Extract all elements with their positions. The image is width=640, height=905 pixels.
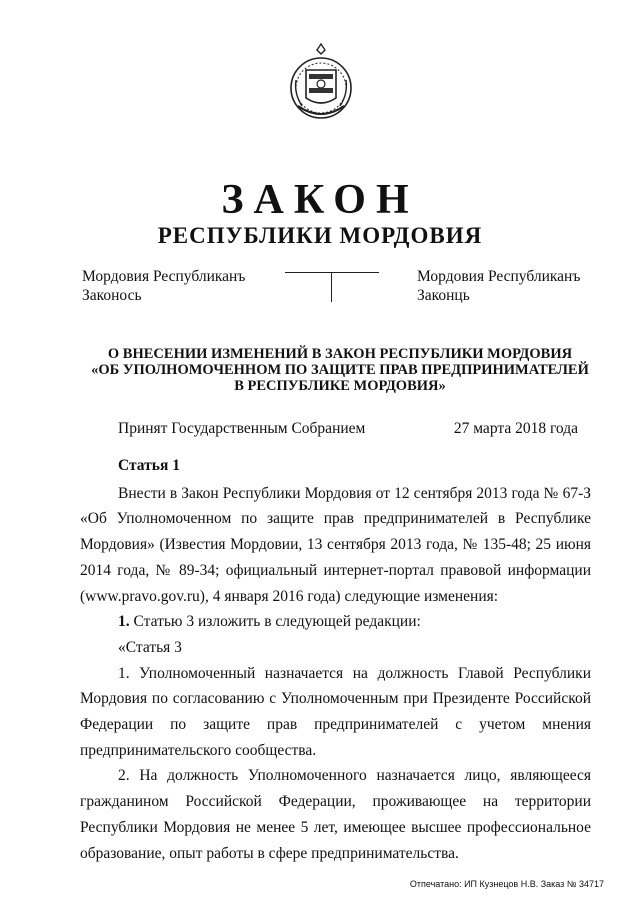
article-heading: Статья 1 bbox=[118, 457, 180, 474]
item-1-text: Статью 3 изложить в следующей редакции: bbox=[133, 613, 421, 631]
header-left-line-1: Мордовия Республиканъ bbox=[82, 268, 246, 285]
adopted-by: Принят Государственным Собранием bbox=[118, 420, 366, 437]
law-title: ЗАКОН bbox=[221, 177, 419, 223]
document-body bbox=[80, 453, 591, 866]
item-1-number: 1. bbox=[118, 613, 130, 631]
quoted-article-heading: «Статья 3 bbox=[118, 638, 182, 656]
paragraph-2: 2. На должность Уполномоченного назначается лицо, являющееся гражданином Российской Федерации, проживающее на территории Республики Мордовия не менее 5 лет, имеющее высшее профессиональное образование, опыт работы в сфере предпринимательства. bbox=[80, 767, 591, 862]
law-subtitle: РЕСПУБЛИКИ МОРДОВИЯ bbox=[157, 223, 483, 248]
print-footer: Отпечатано: ИП Кузнецов Н.В. Заказ № 34717 bbox=[409, 879, 604, 889]
paragraph-1: 1. Уполномоченный назначается на должность Главой Республики Мордовия по согласованию с Уполномоченным при Президенте Российской Федерации по защите прав предпринимателей с учетом мнения предпринимательского сообщества. bbox=[80, 664, 591, 759]
coat-of-arms-emblem bbox=[284, 40, 358, 126]
adopted-date: 27 марта 2018 года bbox=[453, 420, 578, 437]
document-title-line-2: «ОБ УПОЛНОМОЧЕННОМ ПО ЗАЩИТЕ ПРАВ ПРЕДПРИНИМАТЕЛЕЙ bbox=[91, 362, 589, 378]
header-right-erzya bbox=[417, 267, 580, 305]
header-divider-horizontal bbox=[285, 272, 379, 273]
header-right-line-2: Законць bbox=[417, 287, 470, 304]
header-left-moksha bbox=[82, 267, 245, 305]
document-title-line-1: О ВНЕСЕНИИ ИЗМЕНЕНИЙ В ЗАКОН РЕСПУБЛИКИ МОРДОВИЯ bbox=[107, 346, 573, 362]
document-title bbox=[60, 346, 620, 394]
item-1-paragraph bbox=[80, 609, 591, 635]
intro-paragraph: Внести в Закон Республики Мордовия от 12 сентября 2013 года № 67-З «Об Уполномоченном по защите прав предпринимателей в Республике Мордовия» (Известия Мордовии, 13 сентября 2013 года, № 135-48; 25 июня 2014 года, № 89-34; официальный интернет-портал правовой информации (www.pravo.gov.ru), 4 января 2016 года) следующие изменения: bbox=[80, 484, 591, 605]
header-right-line-1: Мордовия Республиканъ bbox=[417, 268, 581, 285]
header-left-line-2: Законось bbox=[82, 287, 142, 304]
header-divider-vertical bbox=[331, 272, 332, 302]
document-title-line-3: В РЕСПУБЛИКЕ МОРДОВИЯ» bbox=[234, 378, 446, 394]
